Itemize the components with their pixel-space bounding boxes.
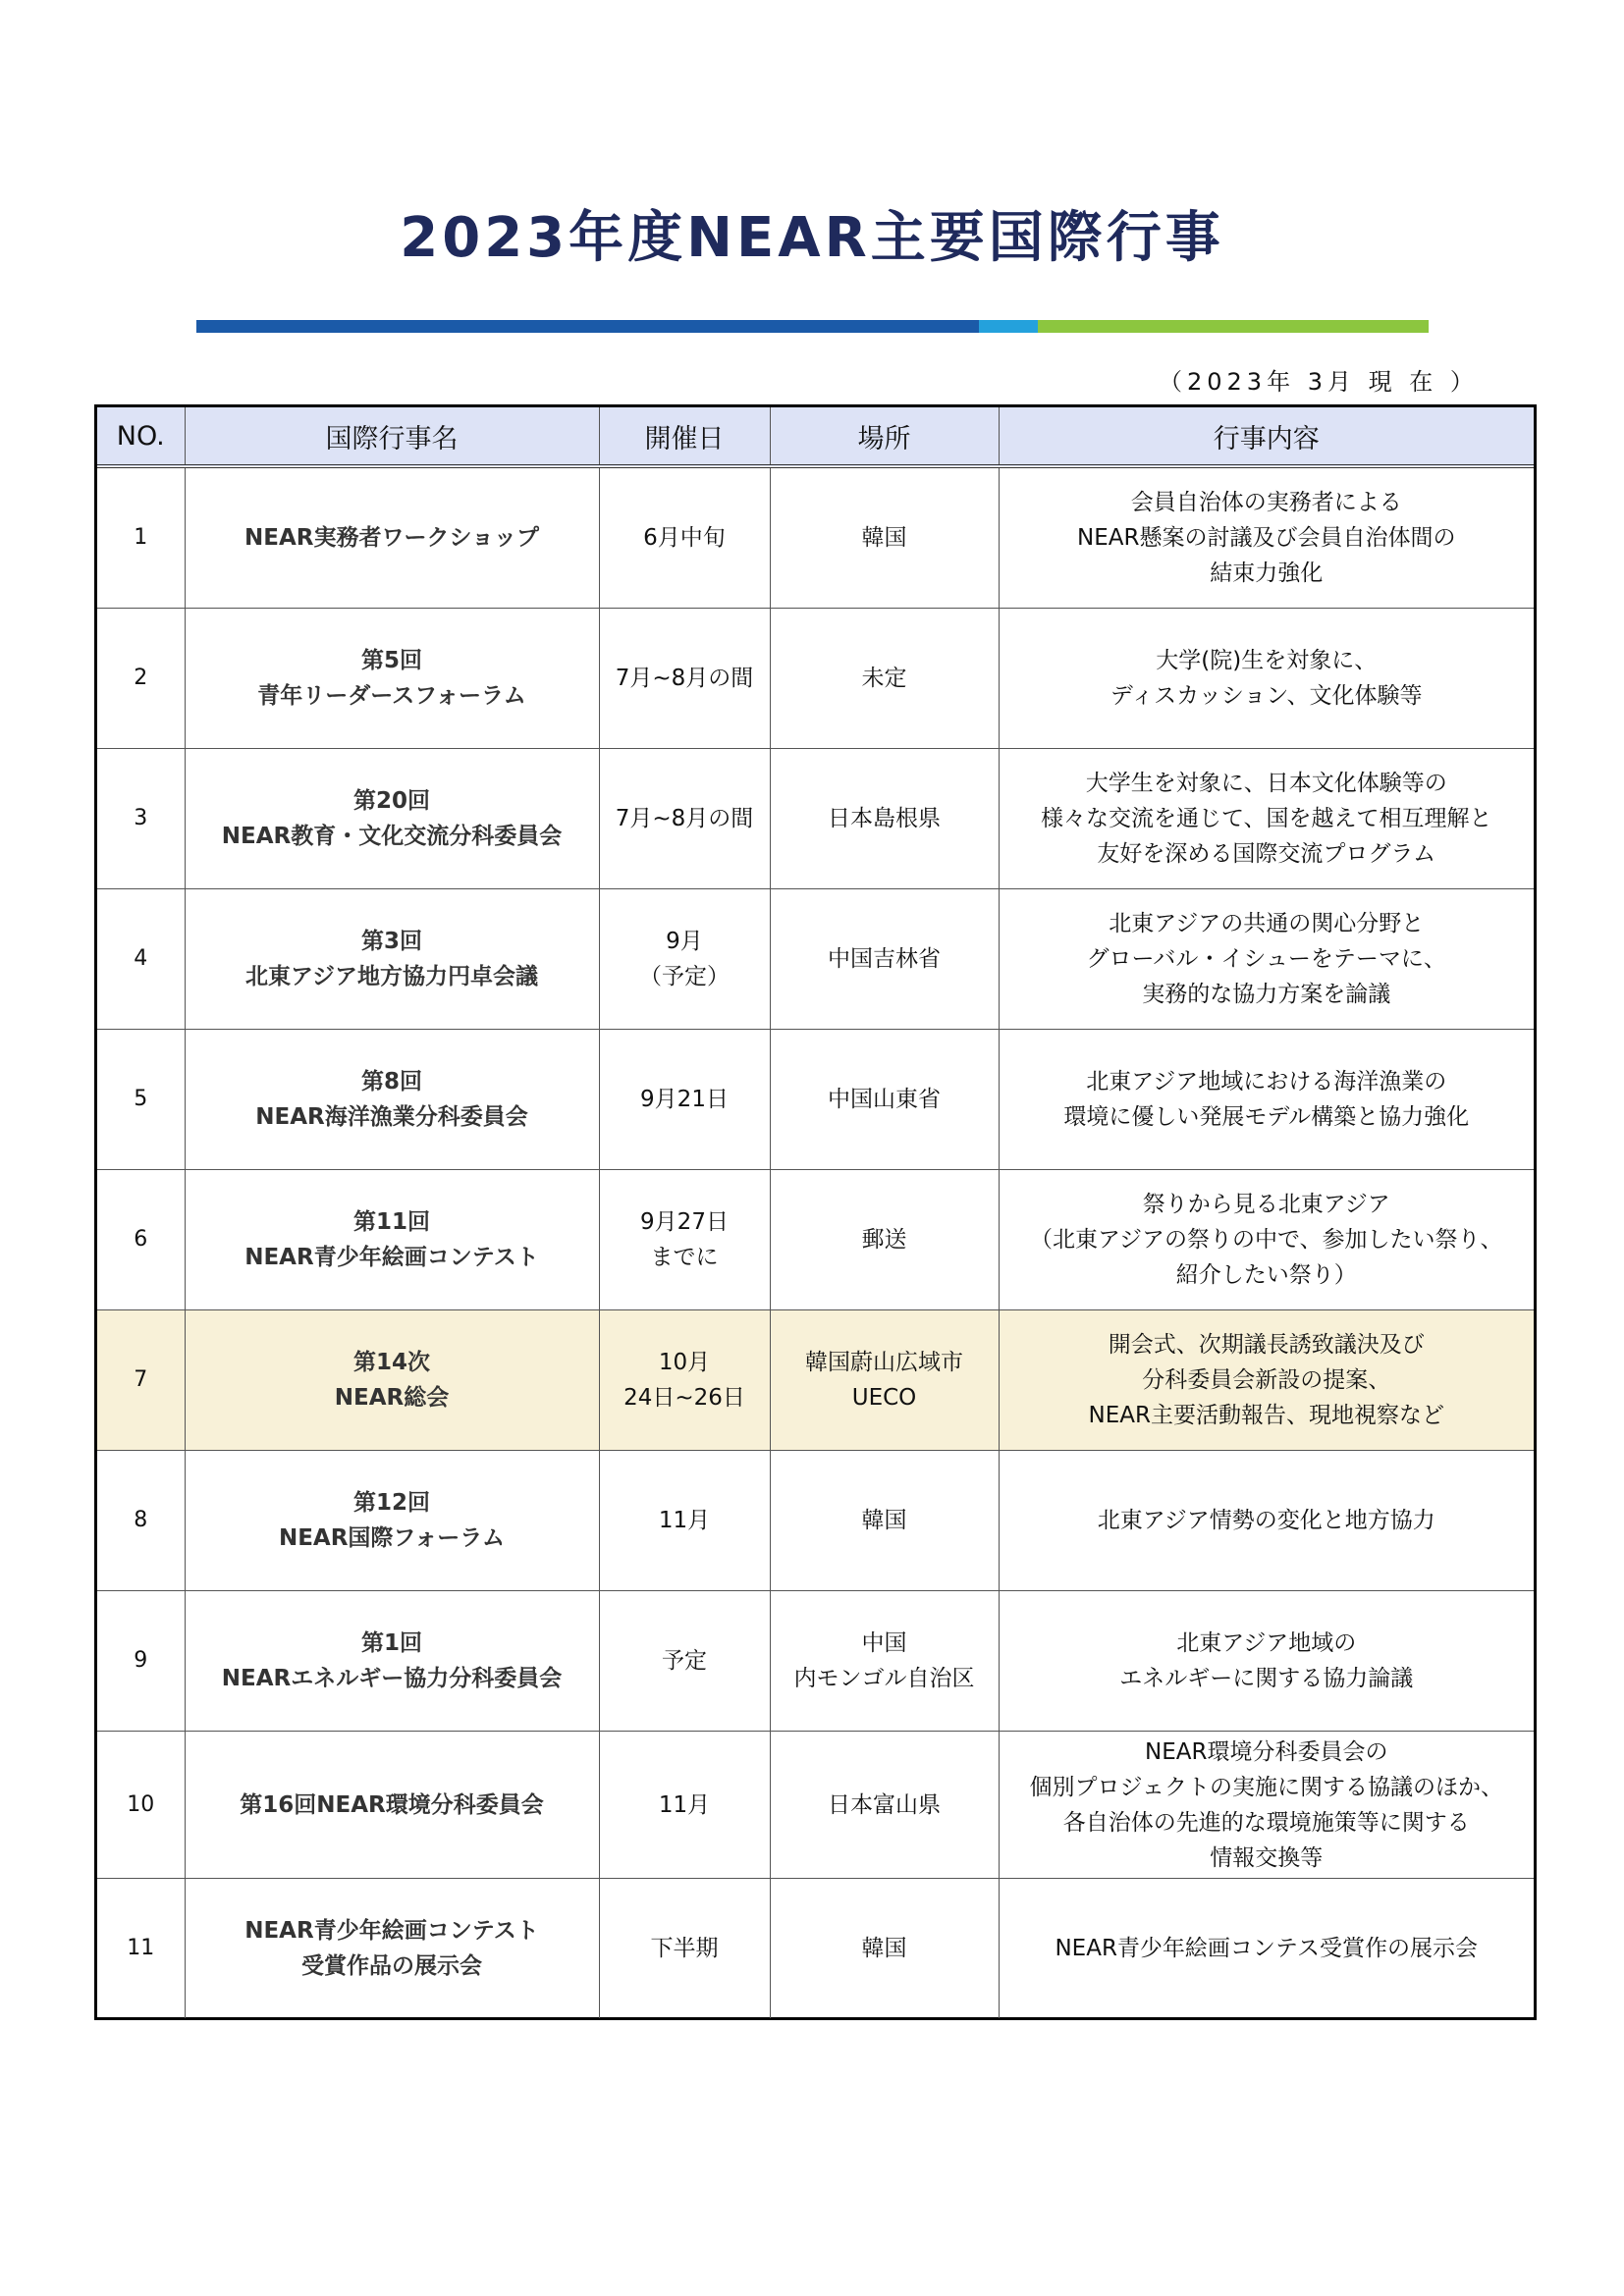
page-title: 2023年度NEAR主要国際行事	[400, 206, 1224, 270]
cell-place: 日本島根県	[770, 749, 999, 889]
cell-place: 韓国	[770, 1451, 999, 1591]
cell-place: 韓国	[770, 1879, 999, 2019]
table-row	[97, 889, 1534, 1030]
table-row	[97, 1732, 1534, 1879]
cell-date: 予定	[599, 1591, 770, 1732]
cell-description: 北東アジアの共通の関心分野と グローバル・イシューをテーマに、 実務的な協力方案を論議	[999, 889, 1534, 1030]
table-row	[97, 609, 1534, 749]
cell-event-name: NEAR青少年絵画コンテスト 受賞作品の展示会	[185, 1879, 599, 2019]
cell-no: 8	[97, 1451, 185, 1591]
header-date: 開催日	[599, 407, 770, 466]
cell-no: 7	[97, 1310, 185, 1451]
cell-date: 9月21日	[599, 1030, 770, 1170]
cell-date: 11月	[599, 1732, 770, 1879]
table-header-row	[97, 407, 1534, 466]
events-table-frame	[94, 404, 1537, 2020]
cell-event-name: 第5回 青年リーダースフォーラム	[185, 609, 599, 749]
cell-place: 日本富山県	[770, 1732, 999, 1879]
cell-place: 未定	[770, 609, 999, 749]
cell-place: 中国吉林省	[770, 889, 999, 1030]
cell-event-name: 第20回 NEAR教育・文化交流分科委員会	[185, 749, 599, 889]
cell-description: 大学(院)生を対象に、 ディスカッション、文化体験等	[999, 609, 1534, 749]
cell-description: 開会式、次期議長誘致議決及び 分科委員会新設の提案、 NEAR主要活動報告、現地視察など	[999, 1310, 1534, 1451]
cell-event-name: 第16回NEAR環境分科委員会	[185, 1732, 599, 1879]
table-row	[97, 1591, 1534, 1732]
cell-description: 大学生を対象に、日本文化体験等の 様々な交流を通じて、国を越えて相互理解と 友好を深める国際交流プログラム	[999, 749, 1534, 889]
cell-place: 郵送	[770, 1170, 999, 1310]
cell-no: 1	[97, 466, 185, 609]
table-row	[97, 1310, 1534, 1451]
cell-event-name: 第3回 北東アジア地方協力円卓会議	[185, 889, 599, 1030]
cell-place: 韓国蔚山広域市 UECO	[770, 1310, 999, 1451]
cell-event-name: 第14次 NEAR総会	[185, 1310, 599, 1451]
table-row	[97, 749, 1534, 889]
cell-place: 中国山東省	[770, 1030, 999, 1170]
cell-no: 6	[97, 1170, 185, 1310]
cell-event-name: 第1回 NEARエネルギー協力分科委員会	[185, 1591, 599, 1732]
cell-no: 9	[97, 1591, 185, 1732]
cell-description: NEAR青少年絵画コンテス受賞作の展示会	[1055, 1936, 1479, 1961]
cell-description: NEAR環境分科委員会の 個別プロジェクトの実施に関する協議のほか、 各自治体の先進的な環境施策等に関する 情報交換等	[999, 1732, 1534, 1879]
cell-place: 中国 内モンゴル自治区	[770, 1591, 999, 1732]
cell-description: 北東アジア情勢の変化と地方協力	[999, 1451, 1534, 1591]
cell-no: 11	[97, 1879, 185, 2019]
cell-no: 3	[97, 749, 185, 889]
header-event-name: 国際行事名	[185, 407, 599, 466]
cell-date: 11月	[599, 1451, 770, 1591]
cell-date: 9月 （予定）	[599, 889, 770, 1030]
cell-description: 祭りから見る北東アジア （北東アジアの祭りの中で、参加したい祭り、 紹介したい祭り）	[999, 1170, 1534, 1310]
table-row	[97, 1451, 1534, 1591]
cell-date: 6月中旬	[599, 466, 770, 609]
title-underline-light-blue	[979, 320, 1038, 333]
title-underline-blue	[196, 320, 979, 333]
cell-event-name: 第8回 NEAR海洋漁業分科委員会	[185, 1030, 599, 1170]
cell-date: 7月~8月の間	[599, 609, 770, 749]
title-underline-green	[1038, 320, 1429, 333]
cell-event-name: 第12回 NEAR国際フォーラム	[185, 1451, 599, 1591]
cell-place: 韓国	[770, 466, 999, 609]
cell-no: 4	[97, 889, 185, 1030]
header-description: 行事内容	[999, 407, 1534, 466]
events-table	[97, 407, 1534, 2018]
cell-no: 10	[97, 1732, 185, 1879]
cell-event-name: NEAR実務者ワークショップ	[185, 466, 599, 609]
cell-date: 9月27日 までに	[599, 1170, 770, 1310]
table-row	[97, 466, 1534, 609]
cell-date: 下半期	[599, 1879, 770, 2019]
table-row	[97, 1030, 1534, 1170]
table-row	[97, 1170, 1534, 1310]
table-row	[97, 1879, 1534, 2019]
cell-date: 7月~8月の間	[599, 749, 770, 889]
cell-no: 5	[97, 1030, 185, 1170]
header-place: 場所	[770, 407, 999, 466]
header-no: NO.	[97, 407, 185, 466]
cell-description: 北東アジア地域の エネルギーに関する協力論議	[999, 1591, 1534, 1732]
as-of-date: （2023年 3月 現 在 ）	[1159, 368, 1479, 396]
cell-description: 会員自治体の実務者による NEAR懸案の討議及び会員自治体間の 結束力強化	[999, 466, 1534, 609]
cell-no: 2	[97, 609, 185, 749]
cell-date: 10月 24日~26日	[599, 1310, 770, 1451]
cell-description: 北東アジア地域における海洋漁業の 環境に優しい発展モデル構築と協力強化	[999, 1030, 1534, 1170]
cell-event-name: 第11回 NEAR青少年絵画コンテスト	[185, 1170, 599, 1310]
